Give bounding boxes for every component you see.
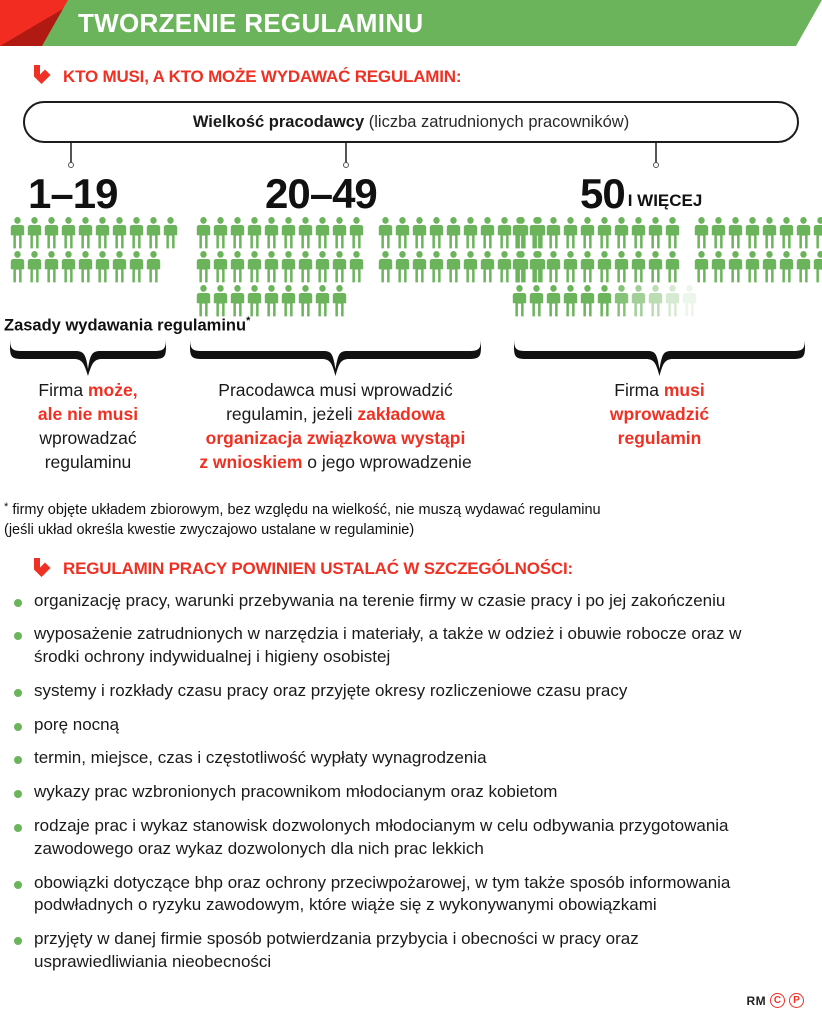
caption-group-1: [8, 378, 168, 475]
people-subblock: [512, 251, 680, 283]
person-icon: [264, 217, 279, 249]
section-one-heading: [0, 62, 822, 91]
person-icon: [129, 217, 144, 249]
person-icon: [281, 217, 296, 249]
bullet-dot-icon: [14, 756, 22, 764]
person-icon: [230, 251, 245, 283]
bullet-dot-icon: [14, 881, 22, 889]
person-icon: [332, 285, 347, 317]
person-icon: [247, 251, 262, 283]
person-icon: [762, 217, 777, 249]
person-icon: [631, 251, 646, 283]
caption-emphasis: musi: [663, 379, 705, 400]
person-icon: [213, 251, 228, 283]
caption-text: regulaminu: [44, 451, 132, 472]
people-group-3: [512, 217, 822, 319]
caption-text: Firma: [38, 379, 88, 400]
person-icon: [597, 285, 612, 317]
person-icon: [429, 251, 444, 283]
person-icon: [196, 217, 211, 249]
person-icon: [146, 217, 161, 249]
people-subblock: [196, 251, 364, 283]
group-braces: [0, 336, 822, 378]
person-icon: [648, 251, 663, 283]
list-item: [14, 928, 822, 974]
person-icon: [196, 285, 211, 317]
person-icon: [349, 251, 364, 283]
list-item: [14, 781, 822, 804]
person-icon: [196, 251, 211, 283]
person-icon: [480, 217, 495, 249]
list-item: [14, 747, 822, 770]
person-icon: [580, 251, 595, 283]
rules-label-text: Zasady wydawania regulaminu: [4, 316, 247, 335]
person-icon: [61, 217, 76, 249]
person-icon: [648, 285, 663, 317]
employer-size-box: [23, 101, 799, 143]
copyright-icon: C: [770, 993, 785, 1008]
person-icon: [247, 285, 262, 317]
person-icon: [163, 217, 178, 249]
caption-emphasis: regulamin: [617, 427, 702, 448]
person-icon: [412, 217, 427, 249]
person-icon: [694, 251, 709, 283]
person-icon: [745, 217, 760, 249]
person-icon: [281, 251, 296, 283]
person-icon: [529, 217, 544, 249]
person-icon: [281, 285, 296, 317]
person-icon: [762, 251, 777, 283]
curly-brace-icon-1: [8, 336, 168, 381]
group-number-labels: [0, 169, 822, 215]
person-icon: [779, 217, 794, 249]
caption-emphasis: z wnioskiem: [199, 451, 303, 472]
caption-emphasis: może,: [87, 379, 138, 400]
person-icon: [631, 285, 646, 317]
person-icon: [529, 285, 544, 317]
list-item-text: wyposażenie zatrudnionych w narzędzia i materiały, a także w odzież i obuwie robocze oraz w środki ochrony indywidualnej i higieny osobistej: [34, 624, 742, 667]
person-icon: [332, 217, 347, 249]
person-icon: [546, 217, 561, 249]
caption-text: wprowadzać: [39, 427, 137, 448]
people-subblock: [10, 217, 178, 249]
person-icon: [546, 285, 561, 317]
person-icon: [665, 217, 680, 249]
group-label-1-value: 1–19: [28, 170, 118, 217]
requirements-list: [0, 590, 822, 974]
group-label-3-value: 50: [580, 170, 625, 217]
person-icon: [27, 217, 42, 249]
person-icon: [614, 251, 629, 283]
person-icon: [711, 251, 726, 283]
person-icon: [378, 251, 393, 283]
connector-stem-3: [655, 143, 657, 163]
person-icon: [378, 217, 393, 249]
person-icon: [27, 251, 42, 283]
people-subblock: [10, 251, 161, 283]
section-two-heading: [0, 555, 822, 584]
person-icon: [745, 251, 760, 283]
arrow-down-right-icon: [30, 62, 54, 91]
people-subblock: [512, 217, 680, 249]
person-icon: [597, 217, 612, 249]
person-icon: [247, 217, 262, 249]
published-icon: P: [789, 993, 804, 1008]
caption-emphasis: wprowadzić: [609, 403, 710, 424]
bullet-dot-icon: [14, 723, 22, 731]
list-item-text: wykazy prac wzbronionych pracownikom młodocianym oraz kobietom: [34, 782, 558, 802]
list-item-text: przyjęty w danej firmie sposób potwierdzania przybycia i obecności w pracy oraz usprawiedliwiania nieobecności: [34, 929, 639, 971]
person-icon: [112, 217, 127, 249]
employer-size-label: [193, 113, 629, 132]
person-icon: [264, 251, 279, 283]
person-icon: [463, 251, 478, 283]
list-item: [14, 815, 822, 861]
people-pictograms: [0, 215, 822, 315]
person-icon: [728, 251, 743, 283]
caption-emphasis: organizacja związkowa wystąpi: [205, 427, 466, 448]
list-item: [14, 714, 822, 737]
person-icon: [665, 251, 680, 283]
person-icon: [95, 251, 110, 283]
people-subblock: [196, 217, 364, 249]
caption-text: Firma: [614, 379, 664, 400]
footnote-marker: *: [4, 500, 9, 513]
person-icon: [44, 251, 59, 283]
connector-dot-1: [68, 162, 74, 168]
credit-author: RM: [746, 993, 766, 1008]
brace-captions: [0, 378, 822, 496]
person-icon: [446, 251, 461, 283]
person-icon: [614, 217, 629, 249]
connector-stems: [0, 143, 822, 169]
person-icon: [512, 285, 527, 317]
person-icon: [95, 217, 110, 249]
connector-stem-1: [70, 143, 72, 163]
people-subblock: [512, 285, 697, 317]
person-icon: [580, 217, 595, 249]
people-group-2: [196, 217, 546, 319]
people-line: [196, 251, 546, 283]
person-icon: [711, 217, 726, 249]
footnote: [0, 500, 822, 541]
list-item-text: termin, miejsce, czas i częstotliwość wypłaty wynagrodzenia: [34, 748, 487, 768]
people-line: [10, 217, 178, 249]
person-icon: [512, 251, 527, 283]
person-icon: [648, 217, 663, 249]
connector-dot-2: [343, 162, 349, 168]
person-icon: [230, 217, 245, 249]
bullet-dot-icon: [14, 632, 22, 640]
person-icon: [213, 217, 228, 249]
curly-brace-icon-2: [188, 336, 483, 381]
list-item: [14, 590, 822, 613]
people-line: [196, 217, 546, 249]
people-line: [512, 217, 822, 249]
person-icon: [563, 251, 578, 283]
bullet-dot-icon: [14, 937, 22, 945]
person-icon: [813, 251, 822, 283]
person-icon: [412, 251, 427, 283]
rules-label-asterisk: *: [246, 315, 251, 327]
people-subblock: [694, 251, 822, 283]
person-icon: [315, 217, 330, 249]
group-label-2-value: 20–49: [265, 170, 377, 217]
person-icon: [315, 285, 330, 317]
person-icon: [497, 217, 512, 249]
person-icon: [631, 217, 646, 249]
group-label-1: [28, 170, 118, 217]
person-icon: [529, 251, 544, 283]
group-label-3: [580, 170, 703, 217]
person-icon: [332, 251, 347, 283]
people-subblock: [196, 285, 347, 317]
bullet-dot-icon: [14, 599, 22, 607]
footnote-line-1: firmy objęte układem zbiorowym, bez względu na wielkość, nie muszą wydawać regulaminu: [12, 501, 601, 518]
person-icon: [682, 285, 697, 317]
group-label-2: [265, 170, 377, 217]
people-line: [10, 251, 178, 283]
person-icon: [813, 217, 822, 249]
person-icon: [395, 217, 410, 249]
list-item: [14, 680, 822, 703]
header-banner: [0, 0, 822, 46]
person-icon: [264, 285, 279, 317]
person-icon: [395, 251, 410, 283]
caption-text: regulamin, jeżeli: [226, 403, 358, 424]
list-item-text: obowiązki dotyczące bhp oraz ochrony przeciwpożarowej, w tym także sposób informowania podwładnych o ryzyku zawodowym, które wiąże się z wykonywanymi obowiązkami: [34, 872, 731, 915]
connector-stem-2: [345, 143, 347, 163]
person-icon: [580, 285, 595, 317]
caption-group-3: [512, 378, 807, 450]
people-line: [196, 285, 546, 317]
person-icon: [665, 285, 680, 317]
person-icon: [44, 217, 59, 249]
caption-text: Pracodawca musi wprowadzić: [218, 379, 453, 400]
person-icon: [78, 217, 93, 249]
curly-brace-icon-3: [512, 336, 807, 381]
person-icon: [497, 251, 512, 283]
person-icon: [298, 285, 313, 317]
person-icon: [796, 217, 811, 249]
person-icon: [298, 217, 313, 249]
person-icon: [129, 251, 144, 283]
person-icon: [349, 217, 364, 249]
person-icon: [315, 251, 330, 283]
list-item: [14, 623, 822, 669]
caption-group-2: [178, 378, 493, 475]
caption-emphasis: ale nie musi: [37, 403, 139, 424]
person-icon: [230, 285, 245, 317]
person-icon: [728, 217, 743, 249]
caption-emphasis: zakładowa: [357, 403, 445, 424]
person-icon: [546, 251, 561, 283]
person-icon: [597, 251, 612, 283]
list-item-text: systemy i rozkłady czasu pracy oraz przyjęte okresy rozliczeniowe czasu pracy: [34, 680, 628, 700]
list-item: [14, 872, 822, 918]
person-icon: [563, 285, 578, 317]
employer-size-rest: (liczba zatrudnionych pracowników): [364, 112, 630, 131]
bullet-dot-icon: [14, 824, 22, 832]
list-item-text: porę nocną: [34, 714, 120, 734]
section-two-heading-text: REGULAMIN PRACY POWINIEN USTALAĆ W SZCZEGÓLNOŚCI:: [63, 559, 573, 579]
person-icon: [146, 251, 161, 283]
bullet-dot-icon: [14, 790, 22, 798]
person-icon: [429, 217, 444, 249]
caption-text: o jego wprowadzenie: [302, 451, 472, 472]
person-icon: [512, 217, 527, 249]
person-icon: [298, 251, 313, 283]
group-label-3-suffix: I WIĘCEJ: [627, 191, 703, 210]
people-subblock: [694, 217, 822, 249]
person-icon: [694, 217, 709, 249]
people-group-1: [10, 217, 178, 285]
person-icon: [446, 217, 461, 249]
person-icon: [10, 251, 25, 283]
footnote-line-2: (jeśli układ określa kwestie zwyczajowo ustalane w regulaminie): [4, 522, 415, 539]
person-icon: [10, 217, 25, 249]
people-line: [512, 251, 822, 283]
person-icon: [796, 251, 811, 283]
people-line: [512, 285, 822, 317]
bullet-dot-icon: [14, 689, 22, 697]
person-icon: [61, 251, 76, 283]
section-one-heading-text: KTO MUSI, A KTO MOŻE WYDAWAĆ REGULAMIN:: [63, 66, 462, 86]
person-icon: [779, 251, 794, 283]
person-icon: [614, 285, 629, 317]
connector-dot-3: [653, 162, 659, 168]
page-title: TWORZENIE REGULAMINU: [78, 7, 424, 38]
list-item-text: organizację pracy, warunki przebywania na terenie firmy w czasie pracy i po jej zakończeniu: [34, 590, 726, 610]
person-icon: [563, 217, 578, 249]
employer-size-bold: Wielkość pracodawcy: [192, 112, 365, 131]
person-icon: [463, 217, 478, 249]
person-icon: [78, 251, 93, 283]
arrow-down-right-icon-2: [30, 555, 54, 584]
person-icon: [112, 251, 127, 283]
person-icon: [480, 251, 495, 283]
list-item-text: rodzaje prac i wykaz stanowisk dozwolonych młodocianym w celu odbywania przygotowania zawodowego oraz wykaz dozwolonych dla nich prac lekkich: [34, 816, 729, 858]
person-icon: [213, 285, 228, 317]
credit: [747, 993, 804, 1008]
